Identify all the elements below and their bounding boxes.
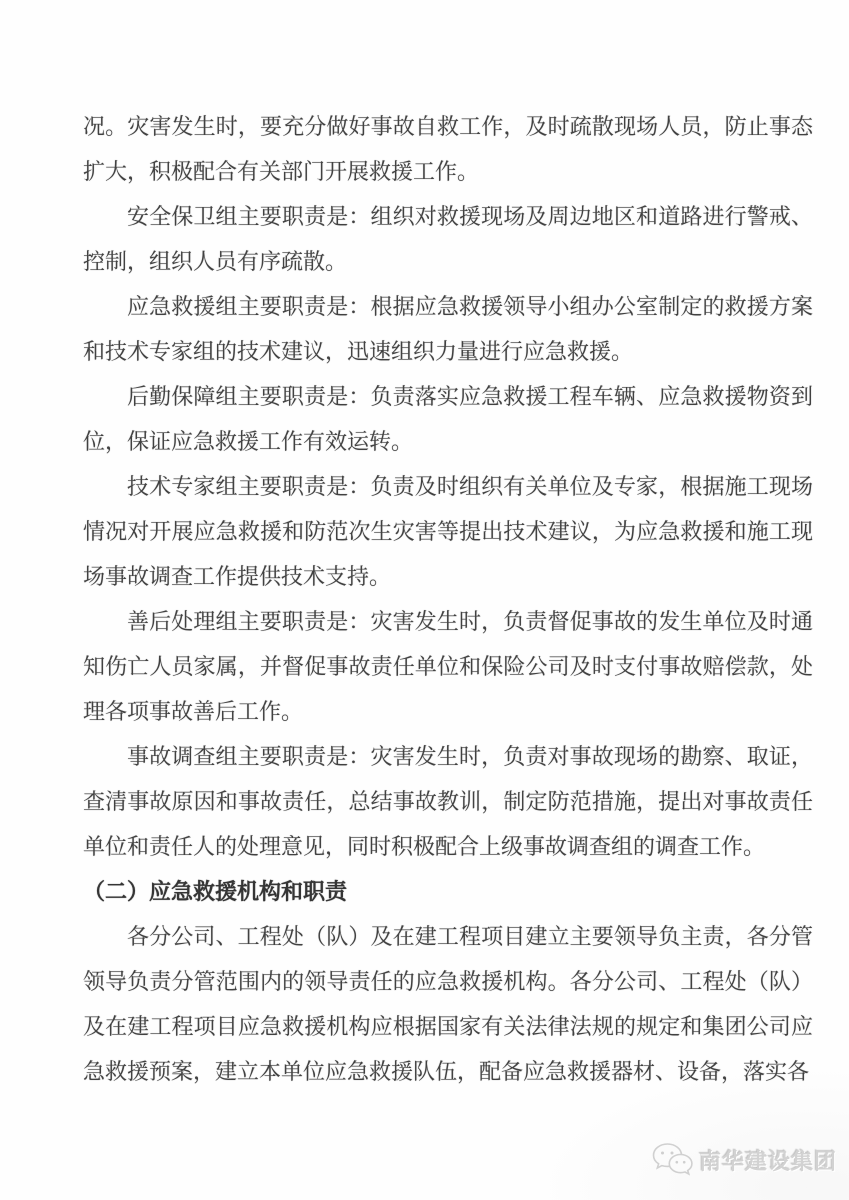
paragraph: 善后处理组主要职责是：灾害发生时，负责督促事故的发生单位及时通知伤亡人员家属，并督促事故责任单位和保险公司及时支付事故赔偿款，处理各项事故善后工作。 xyxy=(83,609,813,724)
paragraph: 各分公司、工程处（队）及在建工程项目建立主要领导负主责，各分管领导负责分管范围内的领导责任的应急救援机构。各分公司、工程处（队）及在建工程项目应急救援机构应根据国家有关法律法规的规定和集团公司应急救援预案，建立本单位应急救援队伍，配备应急救援器材、设备，落实各 xyxy=(83,924,813,1084)
paragraph: 安全保卫组主要职责是：组织对救援现场及周边地区和道路进行警戒、控制，组织人员有序疏散。 xyxy=(83,204,813,274)
brand-watermark xyxy=(650,1140,837,1180)
wechat-icon xyxy=(650,1140,694,1180)
paragraph: 事故调查组主要职责是：灾害发生时，负责对事故现场的勘察、取证，查清事故原因和事故责任，总结事故教训，制定防范措施，提出对事故责任单位和责任人的处理意见，同时积极配合上级事故调查组的调查工作。 xyxy=(83,744,813,859)
paragraph: 技术专家组主要职责是：负责及时组织有关单位及专家，根据施工现场情况对开展应急救援和防范次生灾害等提出技术建议，为应急救援和施工现场事故调查工作提供技术支持。 xyxy=(83,474,813,589)
section-heading: （二）应急救援机构和职责 xyxy=(83,879,348,904)
paragraph: 况。灾害发生时，要充分做好事故自救工作，及时疏散现场人员，防止事态扩大，积极配合有关部门开展救援工作。 xyxy=(83,114,813,184)
paragraph: 应急救援组主要职责是：根据应急救援领导小组办公室制定的救援方案和技术专家组的技术建议，迅速组织力量进行应急救援。 xyxy=(83,294,813,364)
paragraph: 后勤保障组主要职责是：负责落实应急救援工程车辆、应急救援物资到位，保证应急救援工作有效运转。 xyxy=(83,384,813,454)
document-content xyxy=(83,104,813,1094)
brand-name: 南华建设集团 xyxy=(699,1148,838,1174)
